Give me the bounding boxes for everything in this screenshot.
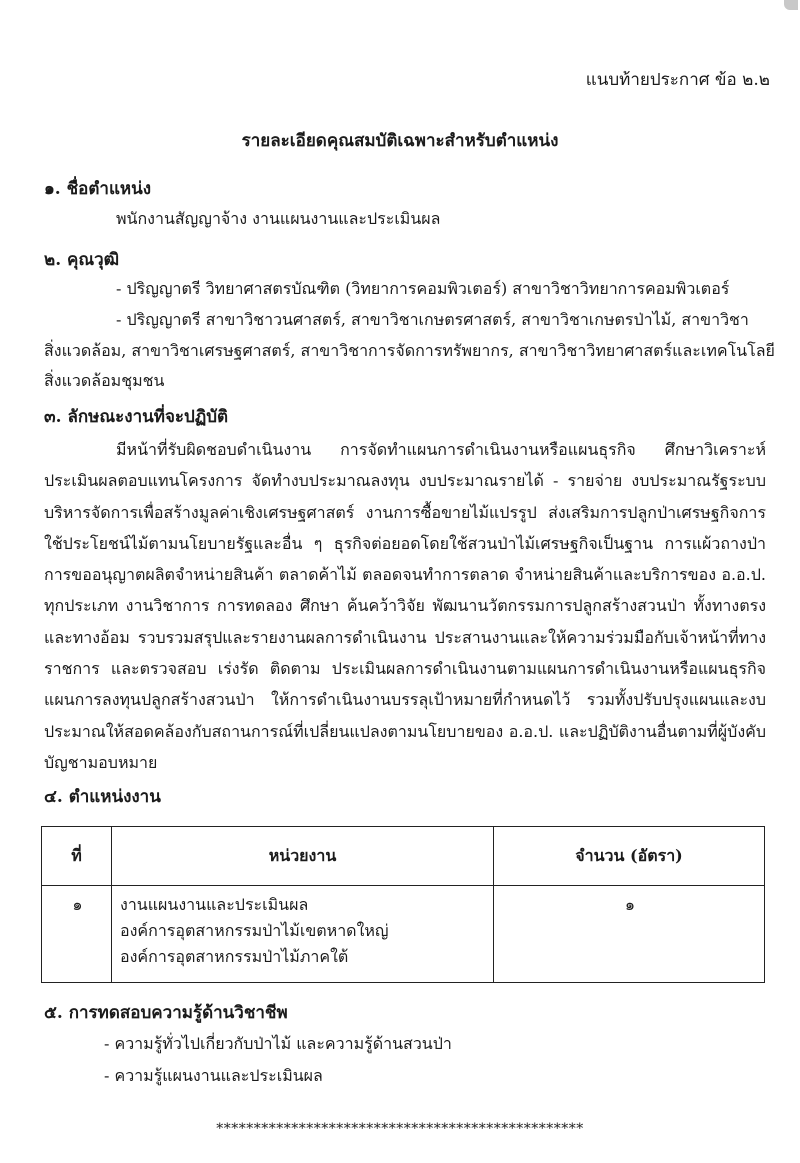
unit-line-1: งานแผนงานและประเมินผล xyxy=(120,895,309,914)
header-unit: หน่วยงาน xyxy=(112,827,494,886)
table-row xyxy=(42,886,765,983)
section-1-heading: ๑. ชื่อตำแหน่ง xyxy=(44,179,152,199)
position-name: พนักงานสัญญาจ้าง งานแผนงานและประเมินผล xyxy=(116,209,441,228)
unit-line-2: องค์การอุตสาหกรรมป่าไม้เขตหาดใหญ่ xyxy=(120,921,389,940)
section-5-heading: ๕. การทดสอบความรู้ด้านวิชาชีพ xyxy=(44,1003,288,1023)
qualification-line-1: - ปริญญาตรี วิทยาศาสตรบัณฑิต (วิทยาการคอมพิวเตอร์) สาขาวิชาวิทยาการคอมพิวเตอร์ xyxy=(116,279,730,298)
unit-line-3: องค์การอุตสาหกรรมป่าไม้ภาคใต้ xyxy=(120,947,349,966)
qualification-line-3: สิ่งแวดล้อม, สาขาวิชาเศรษฐศาสตร์, สาขาวิชาการจัดการทรัพยากร, สาขาวิชาวิทยาศาสตร์และเทคโนโลยี xyxy=(44,341,775,360)
document-title: รายละเอียดคุณสมบัติเฉพาะสำหรับตำแหน่ง xyxy=(241,131,559,151)
attachment-reference: แนบท้ายประกาศ ข้อ ๒.๒ xyxy=(585,70,770,90)
row-unit xyxy=(112,886,494,983)
qualification-line-4: สิ่งแวดล้อมชุมชน xyxy=(44,371,165,390)
section-2-heading: ๒. คุณวุฒิ xyxy=(44,250,120,270)
header-no: ที่ xyxy=(42,827,112,886)
duties-paragraph: มีหน้าที่รับผิดชอบดำเนินงาน การจัดทำแผนการดำเนินงานหรือแผนธุรกิจ ศึกษาวิเคราะห์ประเมินผลตอบแทนโครงการ จัดทำงบประมาณลงทุน งบประมาณรายได้ - รายจ่าย งบประมาณรัฐระบบบริหารจัดการเพื่อสร้างมูลค่าเชิงเศรษฐศาสตร์ งานการซื้อขายไม้แปรรูป ส่งเสริมการปลูกป่าเศรษฐกิจการใช้ประโยชน์ไม้ตามนโยบายรัฐและอื่น ๆ ธุรกิจต่อยอดโดยใช้สวนป่าไม้เศรษฐกิจเป็นฐาน การแผ้วถางป่าการขออนุญาตผลิตจำหน่ายสินค้า ตลาดค้าไม้ ตลอดจนทำการตลาด จำหน่ายสินค้าและบริการของ อ.อ.ป. ทุกประเภท งานวิชาการ การทดลอง ศึกษา ค้นคว้าวิจัย พัฒนานวัตกรรมการปลูกสร้างสวนป่า ทั้งทางตรงและทางอ้อม รวบรวมสรุปและรายงานผลการดำเนินงาน ประสานงานและให้ความร่วมมือกับเจ้าหน้าที่ทางราชการ และตรวจสอบ เร่งรัด ติดตาม ประเมินผลการดำเนินงานตามแผนการดำเนินงานหรือแผนธุรกิจแผนการลงทุนปลูกสร้างสวนป่า ให้การดำเนินงานบรรลุเป้าหมายที่กำหนดไว้ รวมทั้งปรับปรุงแผนและงบประมาณให้สอดคล้องกับสถานการณ์ที่เปลี่ยนแปลงตามนโยบายของ อ.อ.ป. และปฏิบัติงานอื่นตามที่ผู้บังคับบัญชามอบหมาย xyxy=(44,440,766,772)
exam-item-1: - ความรู้ทั่วไปเกี่ยวกับป่าไม้ และความรู้ด้านสวนป่า xyxy=(104,1034,452,1053)
exam-item-2: - ความรู้แผนงานและประเมินผล xyxy=(104,1066,323,1085)
header-count: จำนวน (อัตรา) xyxy=(494,827,765,886)
row-count: ๑ xyxy=(494,886,765,983)
section-4-heading: ๔. ตำแหน่งงาน xyxy=(44,787,161,807)
footer-divider-stars: ************************************************* xyxy=(216,1121,584,1137)
positions-table xyxy=(41,826,765,983)
scan-edge-mark xyxy=(784,0,798,10)
qualification-line-2: - ปริญญาตรี สาขาวิชาวนศาสตร์, สาขาวิชาเกษตรศาสตร์, สาขาวิชาเกษตรป่าไม้, สาขาวิชา xyxy=(116,310,749,329)
table-header-row xyxy=(42,827,765,886)
section-3-heading: ๓. ลักษณะงานที่จะปฏิบัติ xyxy=(44,407,229,427)
row-no: ๑ xyxy=(42,886,112,983)
